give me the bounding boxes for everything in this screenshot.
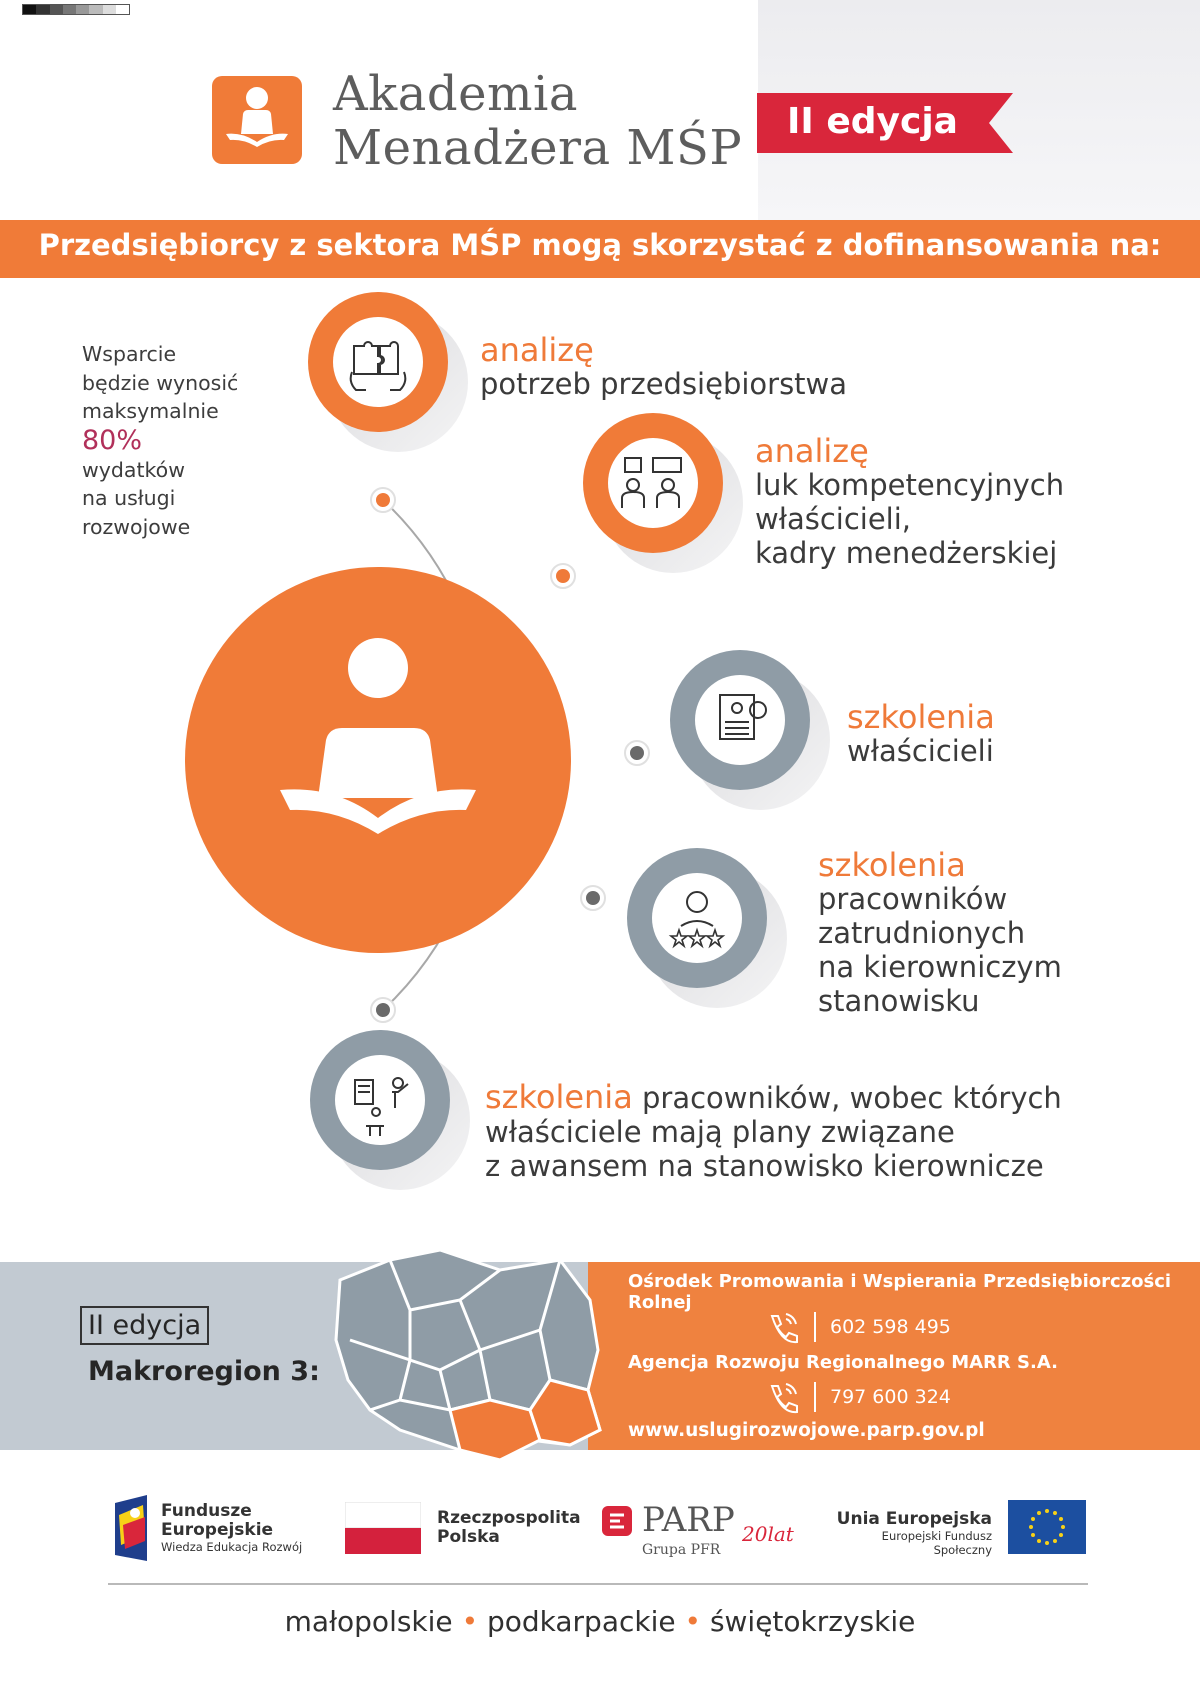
note-line: rozwojowe — [82, 514, 191, 539]
puzzle-hands-icon — [308, 292, 468, 452]
item-title-suffix: pracowników, wobec których — [632, 1081, 1062, 1115]
print-grayscale-strip — [22, 4, 130, 15]
note-line: wydatków — [82, 457, 185, 482]
item-text: luk kompetencyjnych — [755, 468, 1065, 502]
item-title: analizę — [755, 432, 869, 470]
item-text: z awansem na stanowisko kierownicze — [485, 1149, 1044, 1183]
parp-mark-icon — [602, 1506, 632, 1536]
rp-logo — [345, 1502, 581, 1554]
support-percent: 80% — [82, 424, 143, 456]
academy-title-line2: Menadżera MŚP — [333, 120, 743, 176]
phone-number-1[interactable]: 602 598 495 — [830, 1316, 951, 1338]
org1-line2: Rolnej — [628, 1292, 692, 1313]
phone-icon — [764, 1310, 800, 1344]
region-separator: • — [684, 1605, 702, 1638]
fe-line2: Europejskie — [161, 1520, 274, 1540]
fe-sub: Wiedza Edukacja Rozwój — [161, 1540, 303, 1554]
ue-logo-text — [830, 1510, 992, 1557]
employee-stars-icon — [627, 848, 787, 1008]
item-text: stanowisku — [818, 984, 980, 1018]
org1-line1: Ośrodek Promowania i Wspierania Przedsiębiorczości — [628, 1271, 1172, 1292]
note-line: na usługi — [82, 486, 176, 510]
note-line: będzie wynosić — [82, 370, 239, 395]
ue-line2: Europejski Fundusz Społeczny — [881, 1529, 992, 1557]
academy-logo — [212, 76, 302, 164]
fe-logo — [115, 1495, 302, 1561]
service-item-1 — [480, 333, 847, 401]
region-podkarpackie: podkarpackie — [486, 1605, 676, 1638]
region-separator: • — [461, 1605, 479, 1638]
poland-flag-icon — [345, 1502, 421, 1554]
makroregion-label: Makroregion 3: — [88, 1356, 320, 1387]
footer-divider — [108, 1583, 1088, 1585]
phone-separator — [814, 1382, 816, 1412]
service-item-4 — [818, 848, 1062, 1018]
phone-number-2[interactable]: 797 600 324 — [830, 1386, 951, 1408]
arc-node — [581, 886, 605, 910]
org1-name — [628, 1271, 1188, 1313]
phone-icon — [764, 1380, 800, 1414]
arc-node — [371, 998, 395, 1022]
service-item-3 — [847, 700, 995, 768]
item-text: właścicieli — [847, 734, 994, 768]
item-text: pracowników — [818, 882, 1008, 916]
item-text: właścicieli, — [755, 502, 912, 536]
parp-name: PARP — [642, 1500, 735, 1540]
certificate-icon — [670, 650, 830, 810]
note-line: maksymalnie — [82, 399, 219, 423]
region-edition-label: II edycja — [80, 1306, 209, 1345]
edition-label: II edycja — [787, 101, 958, 142]
item-text: na kierowniczym — [818, 950, 1062, 984]
website-link[interactable]: www.uslugirozwojowe.parp.gov.pl — [628, 1420, 985, 1441]
org2-name: Agencja Rozwoju Regionalnego MARR S.A. — [628, 1352, 1058, 1373]
people-dialog-icon — [583, 413, 743, 573]
eu-flag-icon — [1008, 1500, 1086, 1554]
phone-separator — [814, 1312, 816, 1342]
item-title: szkolenia — [818, 846, 966, 884]
region-swietokrzyskie: świętokrzyskie — [709, 1605, 916, 1638]
presentation-icon — [310, 1030, 470, 1190]
note-line: Wsparcie — [82, 342, 177, 366]
fe-line1: Fundusze — [161, 1501, 252, 1521]
service-item-2 — [755, 434, 1064, 570]
regions-footer — [0, 1605, 1200, 1638]
item-title: szkolenia — [847, 698, 995, 736]
central-reader-icon — [185, 567, 571, 953]
item-text: zatrudnionych — [818, 916, 1026, 950]
region-malopolskie: małopolskie — [284, 1605, 453, 1638]
fe-flag-icon — [115, 1495, 151, 1561]
arc-node — [551, 564, 575, 588]
item-title: analizę — [480, 331, 594, 369]
item-text: właściciele mają plany związane — [485, 1115, 955, 1149]
phone-row-2 — [764, 1380, 951, 1414]
parp-logo — [602, 1500, 802, 1560]
parp-sub: Grupa PFR — [642, 1542, 721, 1558]
rp-line2: Polska — [437, 1527, 500, 1547]
item-title: szkolenia — [485, 1078, 633, 1116]
arc-node — [625, 741, 649, 765]
service-item-5 — [485, 1080, 1062, 1183]
reader-book-icon — [212, 76, 302, 164]
item-text: kadry menedżerskiej — [755, 536, 1058, 570]
parp-years: 20lat — [742, 1522, 794, 1546]
rp-line1: Rzeczpospolita — [437, 1508, 581, 1528]
academy-title-line1: Akademia — [333, 66, 578, 122]
headline-text: Przedsiębiorcy z sektora MŚP mogą skorzystać z dofinansowania na: — [38, 228, 1162, 262]
ue-line1: Unia Europejska — [836, 1509, 992, 1529]
arc-node — [371, 488, 395, 512]
poland-map — [330, 1240, 610, 1470]
phone-row-1 — [764, 1310, 951, 1344]
item-text: potrzeb przedsiębiorstwa — [480, 367, 848, 401]
